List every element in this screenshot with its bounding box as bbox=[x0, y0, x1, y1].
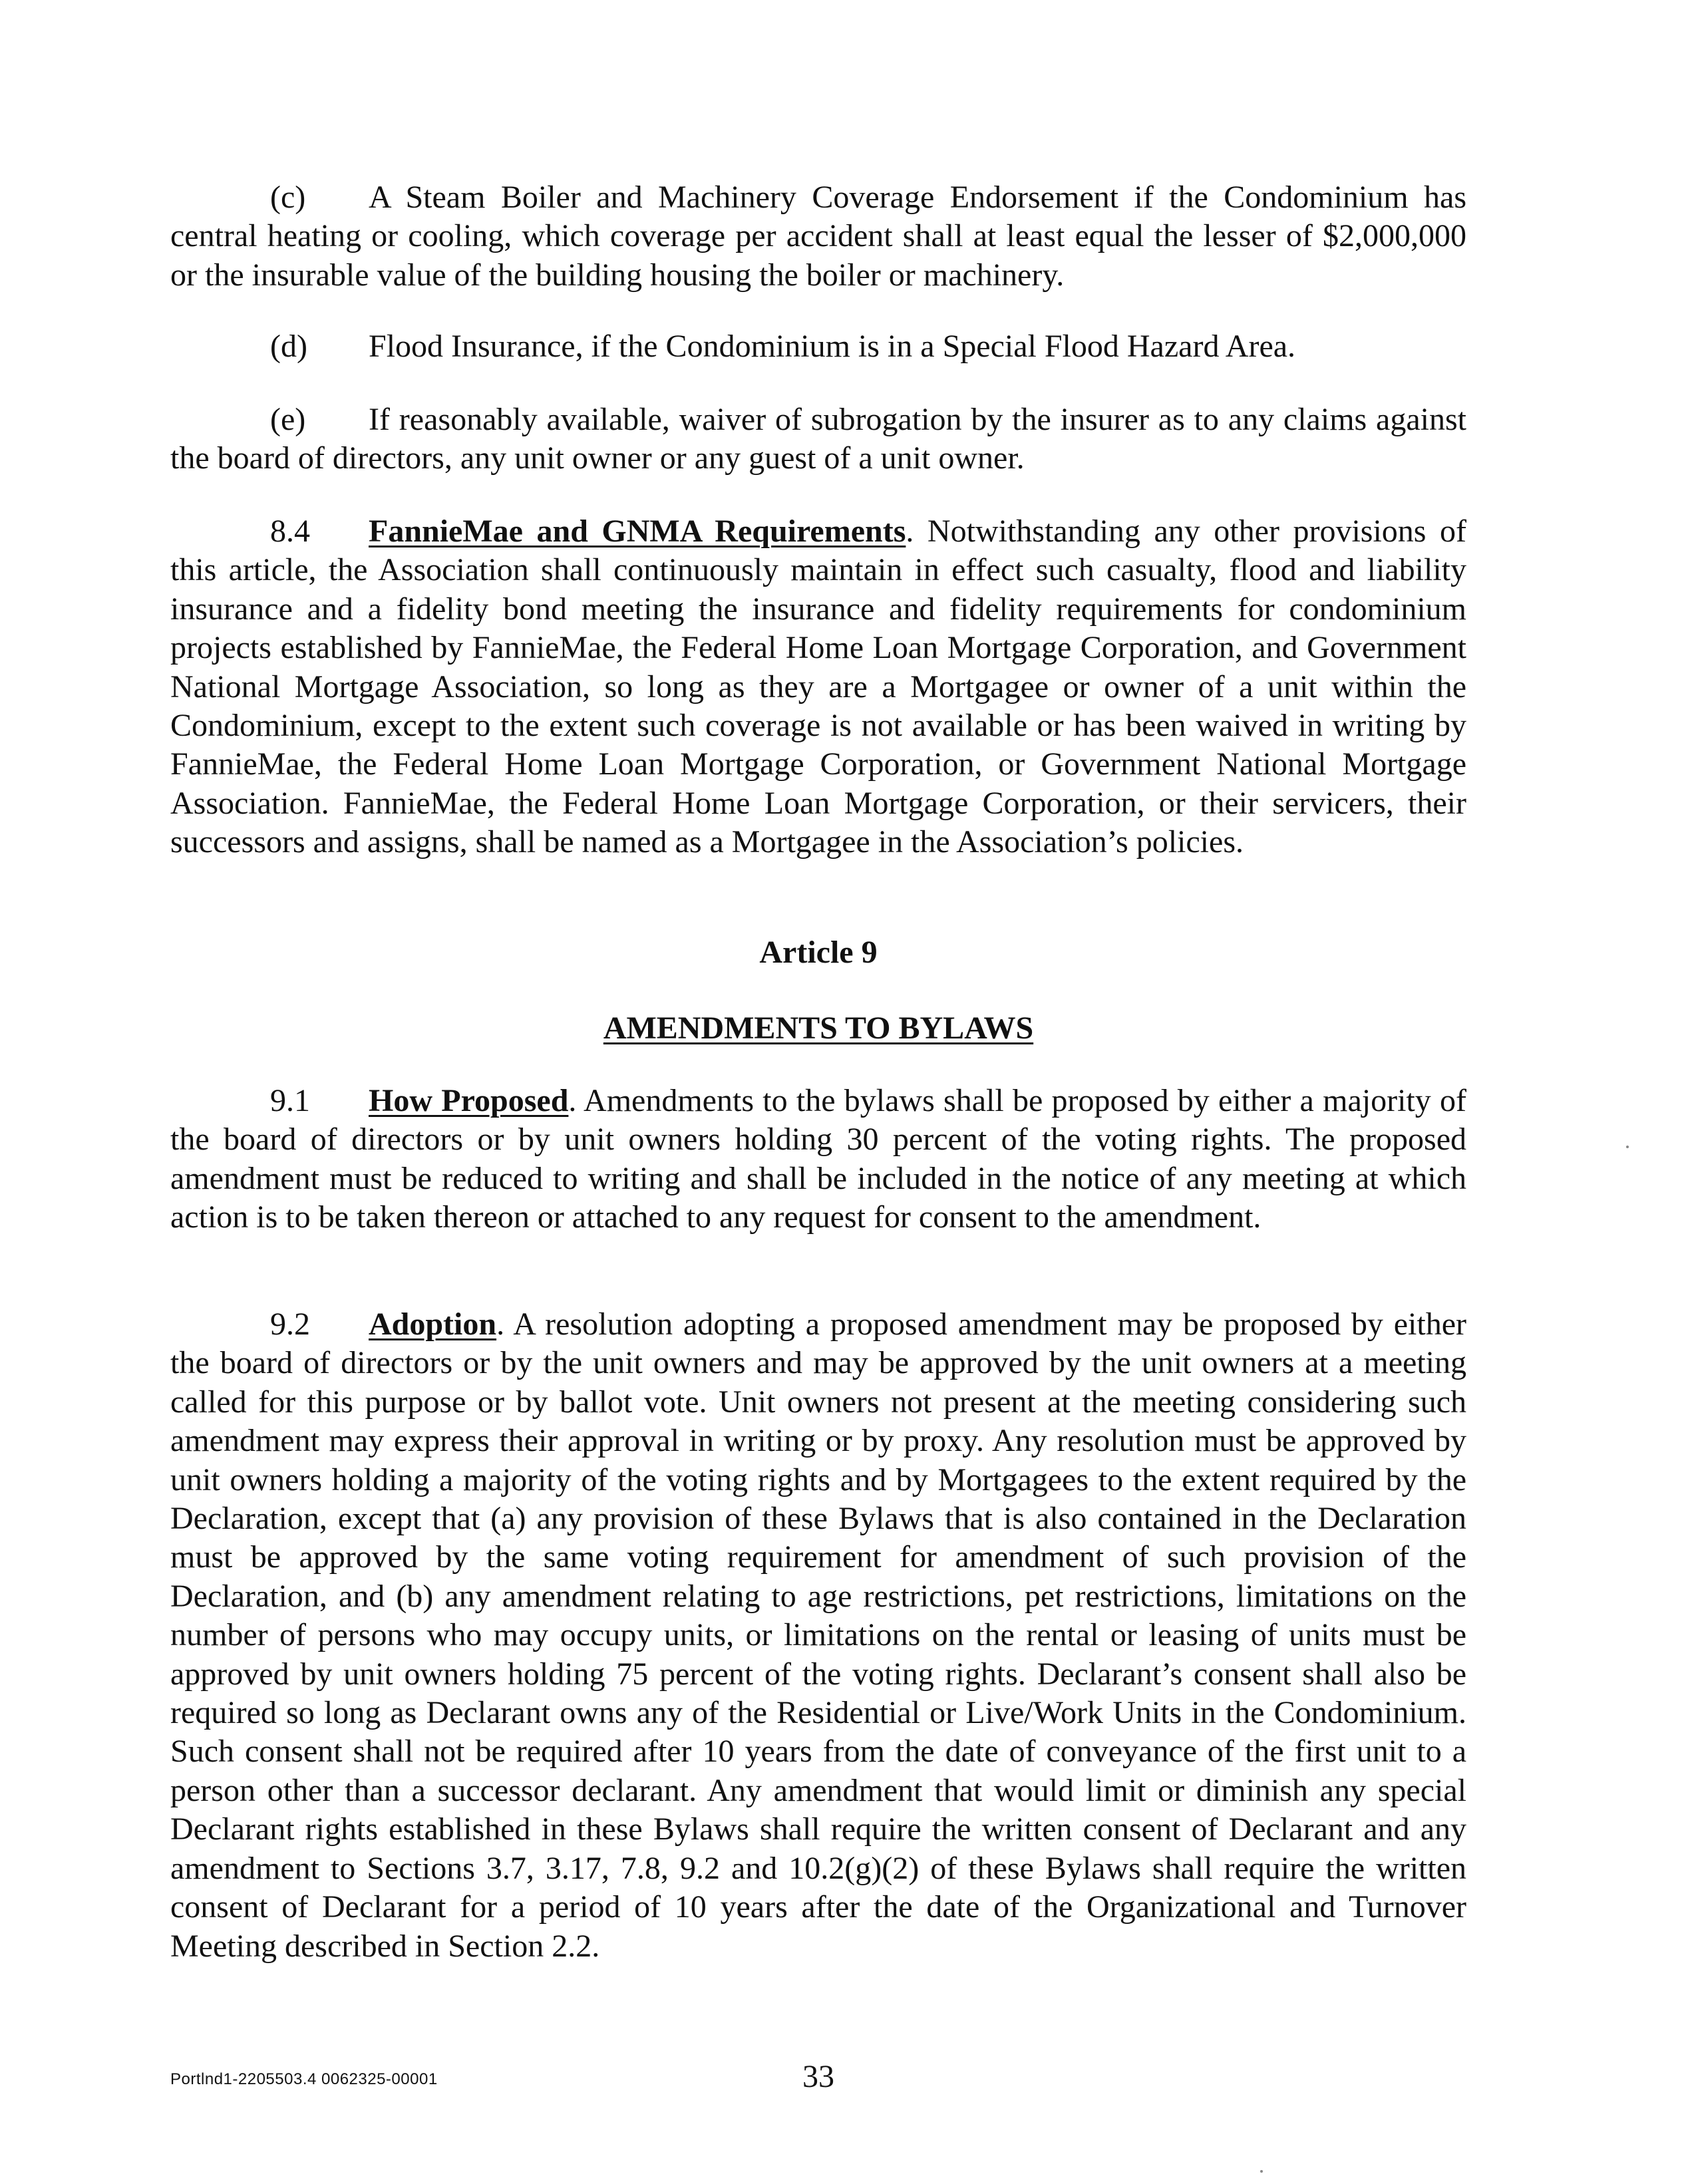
heading-punct: . bbox=[496, 1307, 505, 1342]
section-text: A resolution adopting a proposed amendment may be proposed by either the board of directors or by the unit owners and may be approved by the unit owners at a meeting called for this purpose or by ballot vote. Unit owners not present at the meeting considering such amendment may express their approval in writing or by proxy. Any resolution must be approved by unit owners holding a majority of the voting rights and by Mortgagees to the extent required by the Declaration, except that (a) any provision of these Bylaws that is also contained in the Declaration must be approved by the same voting requirement for amendment of such provision of the Declaration, and (b) any amendment relating to age restrictions, pet restrictions, limitations on the number of persons who may occupy units, or limitations on the rental or leasing of units must be approved by unit owners holding 75 percent of the voting rights. Declarant’s consent shall also be required so long as Declarant owns any of the Residential or Live/Work Units in the Condominium. Such consent shall not be required after 10 years from the date of conveyance of the first unit to a person other than a successor declarant. Any amendment that would limit or diminish any special Declarant rights established in these Bylaws shall require the written consent of Declarant and any amendment to Sections 3.7, 3.17, 7.8, 9.2 and 10.2(g)(2) of these Bylaws shall require the written consent of Declarant for a period of 10 years after the date of the Organizational and Turnover Meeting described in Section 2.2. bbox=[170, 1307, 1467, 1964]
section-text: Notwithstanding any other provisions of this article, the Association shall continuously maintain in effect such casualty, flood and liability insurance and a fidelity bond meeting the insurance and fidelity requirements for condominium projects established by FannieMae, the Federal Home Loan Mortgage Corporation, and Government National Mortgage Association, so long as they are a Mortgagee or owner of a unit within the Condominium, except to the extent such coverage is not available or has been waived in writing by FannieMae, the Federal Home Loan Mortgage Corporation, or Government National Mortgage Association. FannieMae, the Federal Home Loan Mortgage Corporation, or their servicers, their successors and assigns, shall be named as a Mortgagee in the Association’s policies. bbox=[170, 514, 1466, 860]
scan-speck bbox=[1626, 1146, 1629, 1148]
section-number: 9.1 bbox=[270, 1083, 310, 1118]
article-subtitle bbox=[170, 1010, 1466, 1046]
section-heading: How Proposed bbox=[369, 1083, 569, 1118]
page-number: 33 bbox=[802, 2059, 834, 2094]
paragraph-e bbox=[170, 400, 1466, 478]
heading-punct: . bbox=[568, 1083, 577, 1118]
section-heading: Adoption bbox=[369, 1307, 497, 1342]
footer-document-id: Portlnd1-2205503.4 0062325-00001 bbox=[170, 2070, 438, 2088]
section-number: 8.4 bbox=[270, 514, 310, 549]
paragraph-label: (c) bbox=[270, 180, 306, 215]
paragraph-label: (d) bbox=[270, 329, 307, 364]
section-text: Amendments to the bylaws shall be proposed by either a majority of the board of directors or by unit owners holding 30 percent of the voting rights. The proposed amendment must be reduced to writing and shall be included in the notice of any meeting at which action is to be taken thereon or attached to any request for consent to the amendment. bbox=[170, 1083, 1466, 1235]
paragraph-c bbox=[170, 178, 1466, 295]
article-subtitle-text: AMENDMENTS TO BYLAWS bbox=[603, 1011, 1034, 1046]
paragraph-text: If reasonably available, waiver of subrogation by the insurer as to any claims against the board of directors, any unit owner or any guest of a unit owner. bbox=[170, 402, 1466, 476]
paragraph-d bbox=[170, 327, 1466, 366]
article-title: Article 9 bbox=[759, 935, 878, 970]
paragraph-text: A Steam Boiler and Machinery Coverage Endorsement if the Condominium has central heating or cooling, which coverage per accident shall at least equal the lesser of $2,000,000 or the insurable value of the building housing the boiler or machinery. bbox=[170, 180, 1466, 293]
section-heading: FannieMae and GNMA Requirements bbox=[369, 514, 906, 549]
paragraph-label: (e) bbox=[270, 402, 306, 437]
section-9-1 bbox=[170, 1082, 1466, 1237]
heading-punct: . bbox=[906, 514, 914, 549]
section-8-4 bbox=[170, 512, 1466, 862]
section-number: 9.2 bbox=[270, 1307, 310, 1342]
paragraph-text: Flood Insurance, if the Condominium is in a Special Flood Hazard Area. bbox=[369, 329, 1296, 364]
scan-speck bbox=[1260, 2170, 1263, 2173]
section-9-2 bbox=[170, 1305, 1466, 1966]
